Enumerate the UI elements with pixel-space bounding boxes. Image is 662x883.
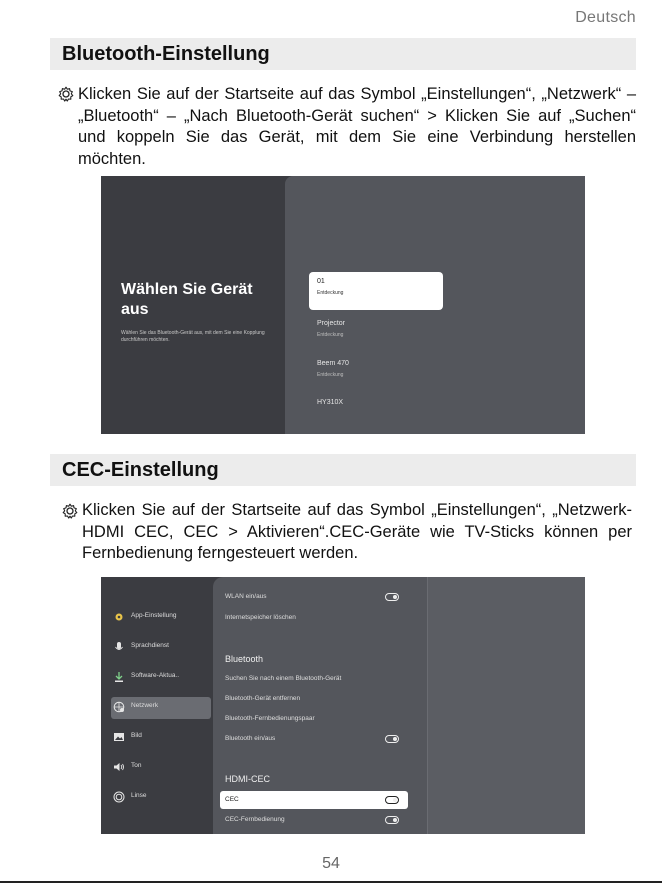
device-name: 01 [317, 278, 325, 285]
setting-bluetooth-on-off[interactable]: Bluetooth ein/aus [225, 735, 276, 742]
lens-icon [113, 791, 125, 803]
menu-label: Netzwerk [131, 702, 159, 709]
settings-gear-icon [62, 503, 78, 519]
select-device-title: Wählen Sie Gerät aus [121, 281, 253, 318]
microphone-icon [113, 641, 125, 653]
cec-row-selected[interactable] [220, 791, 408, 809]
menu-label: Bild [131, 732, 142, 739]
select-device-subtitle: Wählen Sie das Bluetooth-Gerät aus, mit dem Sie eine Kopplung durchführen möchten. [121, 330, 265, 343]
setting-wlan[interactable]: WLAN ein/aus [225, 593, 267, 600]
image-icon [113, 731, 125, 743]
setting-bluetooth-remote-pair[interactable]: Bluetooth-Fernbedienungspaar [225, 715, 315, 722]
wlan-toggle[interactable] [385, 593, 399, 601]
menu-item-sprachdienst[interactable] [111, 637, 211, 659]
screenshot-network-settings [101, 577, 585, 834]
device-name: HY310X [317, 399, 344, 406]
language-label: Deutsch [575, 9, 636, 26]
page-number: 54 [322, 855, 340, 872]
hdmi-cec-header: HDMI-CEC [225, 774, 270, 784]
bluetooth-toggle[interactable] [385, 735, 399, 743]
globe-icon [113, 701, 125, 713]
setting-remove-bluetooth[interactable]: Bluetooth-Gerät entfernen [225, 695, 301, 702]
section-header-cec [50, 454, 636, 486]
cec-toggle[interactable] [385, 796, 399, 804]
menu-label: Sprachdienst [131, 642, 169, 649]
section-header-bluetooth [50, 38, 636, 70]
download-icon [113, 671, 125, 683]
menu-item-ton[interactable] [111, 757, 211, 779]
cec-remote-toggle[interactable] [385, 816, 399, 824]
menu-item-software-aktua[interactable] [111, 667, 211, 689]
device-name: Beem 470 [317, 360, 349, 367]
settings-gear-icon [58, 86, 74, 102]
device-status: Entdeckung [317, 332, 344, 338]
menu-label: Linse [131, 792, 147, 799]
setting-cec[interactable]: CEC [225, 796, 239, 803]
section-1-text: Klicken Sie auf der Startseite auf das Symbol „Einstellungen“, „Netzwerk“ – „Bluetooth“ – „Nach Bluetooth-Gerät suchen“ > Klicken Sie auf „Suchen“ und koppeln Sie das Gerät, mit dem Sie eine Verbindung herstellen möchten. [78, 85, 636, 168]
device-status: Entdeckung [317, 372, 344, 378]
device-name: Projector [317, 320, 346, 327]
menu-item-bild[interactable] [111, 727, 211, 749]
device-item-hy310x[interactable] [317, 399, 451, 406]
device-status: Entdeckung [317, 290, 344, 296]
menu-label: Software-Aktua.. [131, 672, 180, 679]
detail-panel [427, 577, 585, 834]
section-2-text: Klicken Sie auf der Startseite auf das Symbol „Einstellungen“, „Netzwerk-HDMI CEC, CEC > Aktivieren“.CEC-Geräte wie TV-Sticks können per Fernbedienung ferngesteuert werden. [82, 501, 632, 562]
menu-item-linse[interactable] [111, 787, 211, 809]
setting-cec-remote[interactable]: CEC-Fernbedienung [225, 816, 285, 823]
menu-item-app-einstellung[interactable] [111, 607, 211, 629]
bluetooth-header: Bluetooth [225, 654, 264, 664]
device-item-01[interactable] [309, 272, 443, 310]
speaker-icon [113, 761, 125, 773]
section-title: CEC-Einstellung [62, 459, 219, 481]
section-title: Bluetooth-Einstellung [62, 43, 270, 65]
device-item-beem-470[interactable] [317, 360, 451, 378]
setting-clear-internet-storage[interactable]: Internetspeicher löschen [225, 614, 296, 621]
menu-label: App-Einstellung [131, 612, 177, 619]
screenshot-bluetooth-device-select [101, 176, 585, 434]
app-settings-icon [113, 611, 125, 623]
menu-item-netzwerk[interactable] [111, 697, 211, 719]
device-item-projector[interactable] [317, 320, 451, 338]
menu-label: Ton [131, 762, 142, 769]
setting-search-bluetooth[interactable]: Suchen Sie nach einem Bluetooth-Gerät [225, 675, 342, 682]
